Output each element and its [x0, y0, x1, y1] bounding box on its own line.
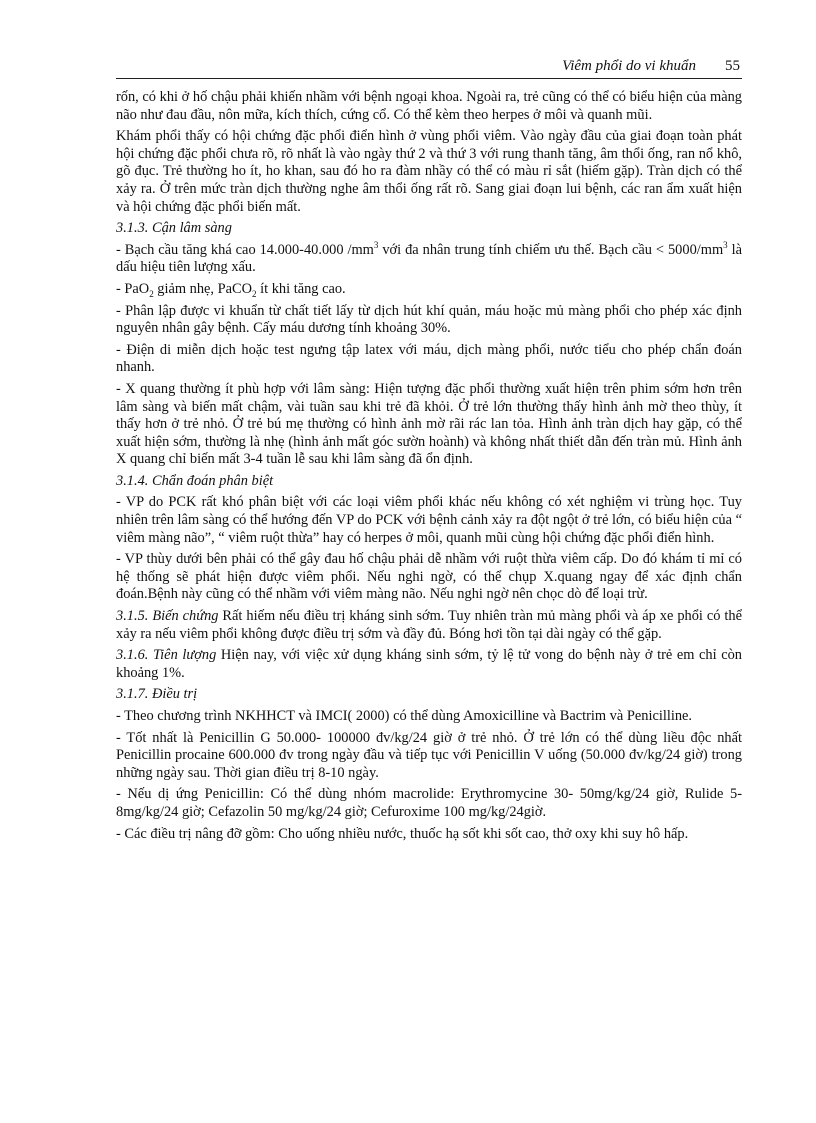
running-title: Viêm phổi do vi khuẩn: [562, 58, 696, 74]
page-header: [116, 52, 742, 79]
section-heading-3-1-3: 3.1.3. Cận lâm sàng: [116, 220, 232, 237]
page: [116, 52, 742, 847]
paragraph: - Nếu dị ứng Penicillin: Có thể dùng nhóm macrolide: Erythromycine 30- 50mg/kg/24 giờ, Rulide 5-8mg/kg/24 giờ; Cefazolin 50 mg/kg/24 giờ; Cefuroxime 100 mg/kg/24giờ.: [116, 786, 742, 820]
text-run: ít khi tăng cao.: [256, 280, 346, 297]
subscript: 2: [149, 288, 154, 299]
paragraph-complications: [116, 608, 742, 643]
paragraph: - Phân lập được vi khuẩn từ chất tiết lấy từ dịch hút khí quản, máu hoặc mủ màng phổi cho phép xác định nguyên nhân gây bệnh. Cấy máu dương tính khoảng 30%.: [116, 302, 742, 337]
paragraph: - Điện di miễn dịch hoặc test ngưng tập latex với máu, dịch màng phổi, nước tiểu cho phép chẩn đoán nhanh.: [116, 341, 742, 376]
paragraph: - VP thùy dưới bên phải có thể gây đau hố chậu phải dễ nhầm với ruột thừa viêm cấp. Do đó khám tỉ mỉ có hệ thống sẽ phát hiện được viêm phổi. Nếu nghi ngờ, có thể chụp X.quang ngay để xác định chẩn đoán.Bệnh này cũng có thể nhầm với viêm màng não. Nếu nghi ngờ nên chọc dò để loại trừ.: [116, 551, 742, 603]
page-body: [116, 89, 742, 843]
text-run: - Bạch cầu tăng khá cao 14.000-40.000 /mm: [116, 241, 374, 258]
paragraph: - X quang thường ít phù hợp với lâm sàng: Hiện tượng đặc phổi thường xuất hiện trên phim sớm hơn trên lâm sàng và biến mất chậm, vài tuần sau khi trẻ đã khỏi. Ở trẻ lớn thường thấy hình ảnh mờ theo thùy, ít thấy hơn ở trẻ nhỏ. Ở trẻ bú mẹ thường có hình ảnh mờ rãi rác lan tỏa. Hình ảnh tràn dịch hay gặp, có thể xuất hiện sớm, thường là nhẹ (hình ảnh mất góc sườn hoành) và không nhất thiết dẫn đến tràn mủ. Hình ảnh X quang chỉ biến mất 3-4 tuần lễ sau khi lâm sàng đã ổn định.: [116, 380, 742, 468]
text-run: Rất hiếm nếu điều trị kháng sinh sớm. Tuy nhiên tràn mủ màng phổi và áp xe phổi có thể xảy ra nếu viêm phổi không được điều trị sớm và đầy đủ. Bóng hơi tồn tại dài ngày có thể gặp.: [116, 608, 742, 642]
paragraph: - Tốt nhất là Penicillin G 50.000- 100000 đv/kg/24 giờ ở trẻ nhỏ. Ở trẻ lớn có thể dùng liều độc nhất Penicillin procaine 600.000 đv trong ngày đầu và tiếp tục với Penicillin V uống (50.000 đv/kg/24 giờ) trong những ngày sau. Thời gian điều trị 8-10 ngày.: [116, 729, 742, 781]
text-run: - PaO: [116, 280, 150, 297]
text-run: là dấu hiệu tiên lượng xấu.: [116, 241, 742, 276]
subscript: 2: [252, 288, 257, 299]
paragraph-prognosis: [116, 647, 742, 682]
section-heading-3-1-4: 3.1.4. Chẩn đoán phân biệt: [116, 472, 274, 489]
paragraph: Khám phổi thấy có hội chứng đặc phổi điển hình ở vùng phổi viêm. Vào ngày đầu của giai đoạn toàn phát hội chứng đặc phổi chưa rõ, rõ nhất là vào ngày thứ 2 và thứ 3 với rung thanh tăng, âm thổi ống, ran nổ khô, gõ đục. Trẻ thường ho ít, ho khan, sau đó ho ra đàm nhầy có thể có màu rỉ sắt (hiếm gặp). Tràn dịch có thể xảy ra. Ở trên mức tràn dịch thường nghe âm thổi ống rất rõ. Sang giai đoạn lui bệnh, các ran ẩm xuất hiện và hội chứng đặc phổi biến mất.: [116, 128, 742, 215]
text-run: Hiện nay, với việc xử dụng kháng sinh sớm, tỷ lệ tử vong do bệnh này ở trẻ em chỉ còn khoảng 1%.: [116, 647, 742, 681]
text-run: với đa nhân trung tính chiếm ưu thế. Bạch cầu < 5000/mm: [378, 241, 724, 258]
superscript: 3: [723, 239, 728, 250]
section-heading-3-1-5: 3.1.5. Biến chứng: [116, 608, 219, 625]
paragraph: - VP do PCK rất khó phân biệt với các loại viêm phổi khác nếu không có xét nghiệm vi trùng học. Tuy nhiên trên lâm sàng có thể hướng đến VP do PCK với bệnh cảnh xảy ra đột ngột ở trẻ lớn, có biểu hiện của “ viêm màng não”, “ viêm ruột thừa” hay có herpes ở môi, quanh mũi cùng hội chứng đặc phổi điển hình.: [116, 494, 742, 546]
section-heading-3-1-6: 3.1.6. Tiên lượng: [116, 647, 217, 664]
superscript: 3: [373, 239, 379, 250]
paragraph-blood-gas: [116, 281, 742, 299]
section-heading-3-1-7: 3.1.7. Điều trị: [116, 686, 198, 703]
paragraph-white-cells: [116, 239, 742, 277]
paragraph: - Các điều trị nâng đỡ gồm: Cho uống nhiều nước, thuốc hạ sốt khi sốt cao, thở oxy khi suy hô hấp.: [116, 825, 689, 842]
paragraph: - Theo chương trình NKHHCT và IMCI( 2000) có thể dùng Amoxicilline và Bactrim và Penicilline.: [116, 708, 693, 724]
paragraph: rốn, có khi ở hố chậu phải khiến nhầm với bệnh ngoại khoa. Ngoài ra, trẻ cũng có thể có biểu hiện của màng não như đau đầu, nôn mữa, kích thích, cứng cổ. Có thể kèm theo herpes ở môi và quanh mũi.: [116, 89, 742, 123]
page-number: 55: [725, 58, 740, 74]
text-run: giảm nhẹ, PaCO: [153, 280, 253, 297]
